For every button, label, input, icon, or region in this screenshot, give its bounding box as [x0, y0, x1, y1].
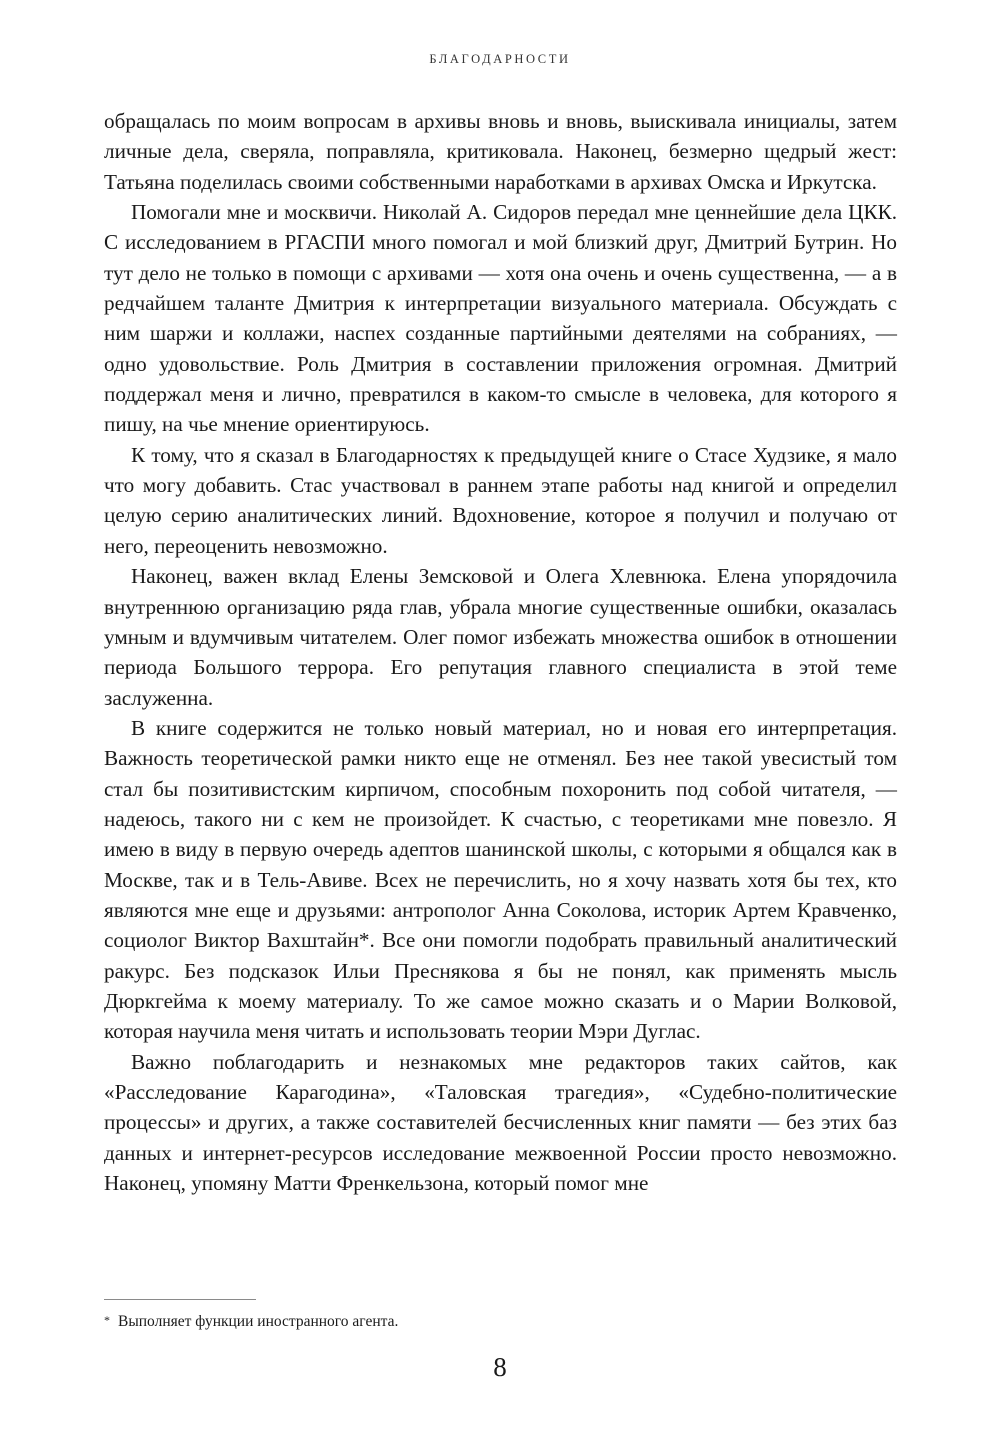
paragraph-4: Наконец, важен вклад Елены Земсковой и Олега Хлевнюка. Елена упорядочила внутреннюю организацию ряда глав, убрала многие существенные ошибки, оказалась умным и вдумчивым читателем. Олег помог избежать множества ошибок в отношении периода Большого террора. Его репутация главного специалиста в этой теме заслуженна.	[104, 564, 897, 710]
body-text	[104, 106, 897, 1198]
paragraph-3: К тому, что я сказал в Благодарностях к предыдущей книге о Стасе Худзике, я мало что могу добавить. Стас участвовал в раннем этапе работы над книгой и определил целую серию аналитических линий. Вдохновение, которое я получил и получаю от него, переоценить невозможно.	[104, 442, 897, 558]
footnote	[104, 1309, 897, 1333]
running-head: БЛАГОДАРНОСТИ	[429, 52, 571, 66]
paragraph-5: В книге содержится не только новый материал, но и новая его интерпретация. Важность теоретической рамки никто еще не отменял. Без нее такой увесистый том стал бы позитивистским кирпичом, способным похоронить под собой читателя, — надеюсь, такого ни с кем не произойдет. К счастью, с теоретиками мне повезло. Я имею в виду в первую очередь адептов шанинской школы, с которыми я общался как в Москве, так и в Тель-Авиве. Всех не перечислить, но я хочу назвать хотя бы тех, кто являются мне еще и друзьями: антрополог Анна Соколова, историк Артем Кравченко, социолог Виктор Вахштайн*. Все они помогли подобрать правильный аналитический ракурс. Без подсказок Ильи Преснякова я бы не понял, как применять мысль Дюркгейма к моему материалу. То же самое можно сказать и о Марии Волковой, которая научила меня читать и использовать теории Мэри Дуглас.	[104, 715, 897, 1044]
footnote-divider	[104, 1299, 256, 1300]
paragraph-2: Помогали мне и москвичи. Николай А. Сидоров передал мне ценнейшие дела ЦКК. С исследованием в РГАСПИ много помогал и мой близкий друг, Дмитрий Бутрин. Но тут дело не только в помощи с архивами — хотя она очень и очень существенна, — а в редчайшем таланте Дмитрия к интерпретации визуального материала. Обсуждать с ним шаржи и коллажи, наспех созданные партийными деятелями на собраниях, — одно удовольствие. Роль Дмитрия в составлении приложения огромная. Дмитрий поддержал меня и лично, превратился в каком-то смысле в человека, для которого я пишу, на чье мнение ориентируюсь.	[104, 200, 897, 437]
page-number: 8	[493, 1352, 507, 1382]
footnote-text: Выполняет функции иностранного агента.	[118, 1313, 399, 1330]
paragraph-6: Важно поблагодарить и незнакомых мне редакторов таких сайтов, как «Расследование Карагодина», «Таловская трагедия», «Судебно-политические процессы» и других, а также составителей бесчисленных книг памяти — без этих баз данных и интернет-ресурсов исследование межвоенной России просто невозможно. Наконец, упомяну Матти Френкельзона, который помог мне	[104, 1049, 897, 1196]
footnote-marker: *	[104, 1313, 110, 1327]
paragraph-1: обращалась по моим вопросам в архивы вновь и вновь, выискивала инициалы, затем личные дела, сверяла, поправляла, критиковала. Наконец, безмерно щедрый жест: Татьяна поделилась своими собственными наработками в архивах Омска и Иркутска.	[104, 109, 897, 194]
